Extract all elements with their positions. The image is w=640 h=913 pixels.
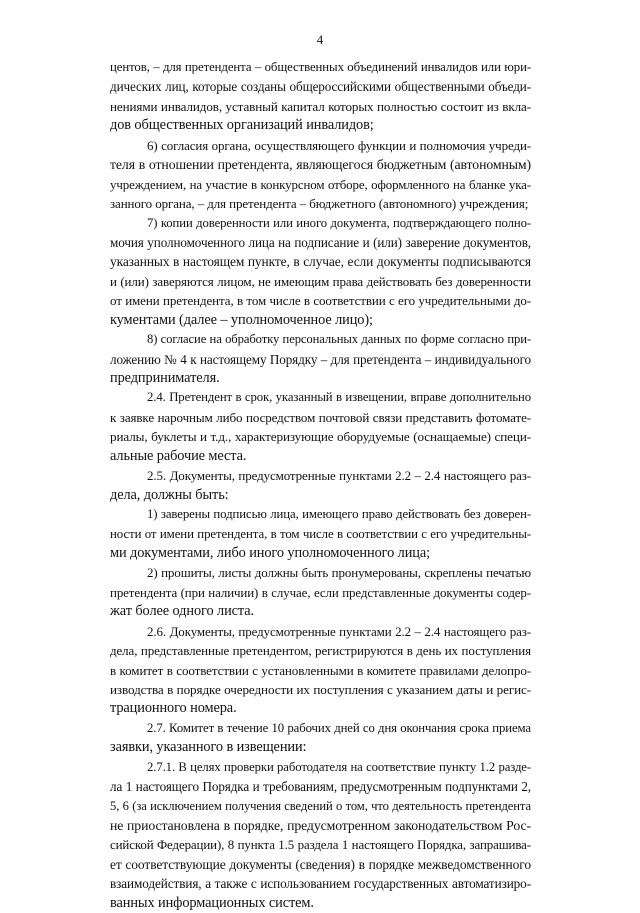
text-line: 2.4. Претендент в срок, указанный в извещении, вправе дополнительно bbox=[147, 390, 531, 405]
text-line: ет соответствующие документы (сведения) в порядке межведомственного bbox=[110, 856, 531, 872]
text-line: 2.5. Документы, предусмотренные пунктами 2.2 – 2.4 настоящего раз- bbox=[147, 468, 531, 484]
text-line: 7) копии доверенности или иного документа, подтверждающего полно- bbox=[147, 215, 531, 230]
text-line: дических лиц, которые созданы общероссийскими общественными объеди- bbox=[110, 79, 531, 95]
text-line: 2.6. Документы, предусмотренные пунктами 2.2 – 2.4 настоящего раз- bbox=[147, 623, 531, 639]
document-body bbox=[110, 58, 531, 913]
text-line: дела, представленные претендентом, регистрируются в день их поступления bbox=[110, 643, 531, 659]
text-line: риалы, буклеты и т.д., характеризующие оборудуемые (оснащаемые) специ- bbox=[110, 429, 531, 445]
text-line: указанных в настоящем пункте, в случае, если документы подписываются bbox=[110, 254, 531, 270]
text-line: от имени претендента, в том числе в соответствии с его учредительными до- bbox=[110, 293, 531, 309]
text-line: ванных информационных систем. bbox=[110, 894, 314, 911]
text-line: занного органа, – для претендента – бюджетного (автономного) учреждения; bbox=[110, 196, 529, 212]
text-line: ла 1 настоящего Порядка и требованиям, предусмотренным подпунктами 2, bbox=[110, 779, 531, 795]
text-line: 1) заверены подписью лица, имеющего право действовать без доверен- bbox=[147, 507, 531, 522]
text-line: дела, должны быть: bbox=[110, 486, 229, 503]
text-line: альные рабочие места. bbox=[110, 447, 247, 464]
text-line: теля в отношении претендента, являющегося бюджетным (автономным) bbox=[110, 157, 531, 173]
text-line: центов, – для претендента – общественных объединений инвалидов или юри- bbox=[110, 60, 531, 74]
text-line: 2.7. Комитет в течение 10 рабочих дней со дня окончания срока приема bbox=[147, 720, 531, 735]
text-line: ложению № 4 к настоящему Порядку – для претендента – индивидуального bbox=[110, 351, 531, 367]
text-line: учреждением, на участие в конкурсном отборе, оформленного на бланке ука- bbox=[110, 176, 531, 192]
text-line: трационного номера. bbox=[110, 700, 237, 717]
text-line: дов общественных организаций инвалидов; bbox=[110, 117, 374, 134]
text-line: 2.7.1. В целях проверки работодателя на соответствие пункту 1.2 разде- bbox=[147, 759, 531, 774]
page-number: 4 bbox=[316, 32, 324, 47]
text-line: не приостановлена в порядке, предусмотренном законодательством Рос- bbox=[110, 818, 531, 834]
text-line: жат более одного листа. bbox=[110, 603, 255, 620]
text-line: и (или) заверяются лицом, не имеющим права действовать без доверенности bbox=[110, 273, 531, 289]
text-line: 6) согласия органа, осуществляющего функции и полномочия учреди- bbox=[147, 137, 531, 153]
text-line: заявки, указанного в извещении: bbox=[110, 739, 307, 756]
text-line: изводства в порядке очередности их поступления с указанием даты и регис- bbox=[110, 682, 531, 697]
text-line: в комитет в соответствии с установленными в комитете правилами делопро- bbox=[110, 662, 531, 678]
text-line: предпринимателя. bbox=[110, 370, 220, 386]
text-line: сийской Федерации), 8 пункта 1.5 раздела 1 настоящего Порядка, запрашива- bbox=[110, 837, 531, 852]
text-line: взаимодействия, а также с использованием государственных автоматизиро- bbox=[110, 876, 531, 892]
text-line: 5, 6 (за исключением получения сведений о том, что деятельность претендента bbox=[110, 798, 531, 813]
text-line: к заявке нарочным либо посредством почтовой связи представить фотомате- bbox=[110, 409, 531, 425]
text-line: мочия уполномоченного лица на подписание и (или) заверение документов, bbox=[110, 234, 531, 250]
text-line: нениями инвалидов, уставный капитал которых полностью состоит из вкла- bbox=[110, 98, 531, 114]
text-line: ности от имени претендента, в том числе в соответствии с его учредительны- bbox=[110, 526, 531, 541]
text-line: 2) прошиты, листы должны быть пронумерованы, скреплены печатью bbox=[147, 565, 531, 581]
text-line: 8) согласие на обработку персональных данных по форме согласно при- bbox=[147, 332, 531, 347]
text-line: кументами (далее – уполномоченное лицо); bbox=[110, 311, 373, 328]
text-line: ми документами, либо иного уполномоченного лица; bbox=[110, 544, 431, 561]
text-line: претендента (при наличии) в случае, если представленные документы содер- bbox=[110, 584, 531, 600]
